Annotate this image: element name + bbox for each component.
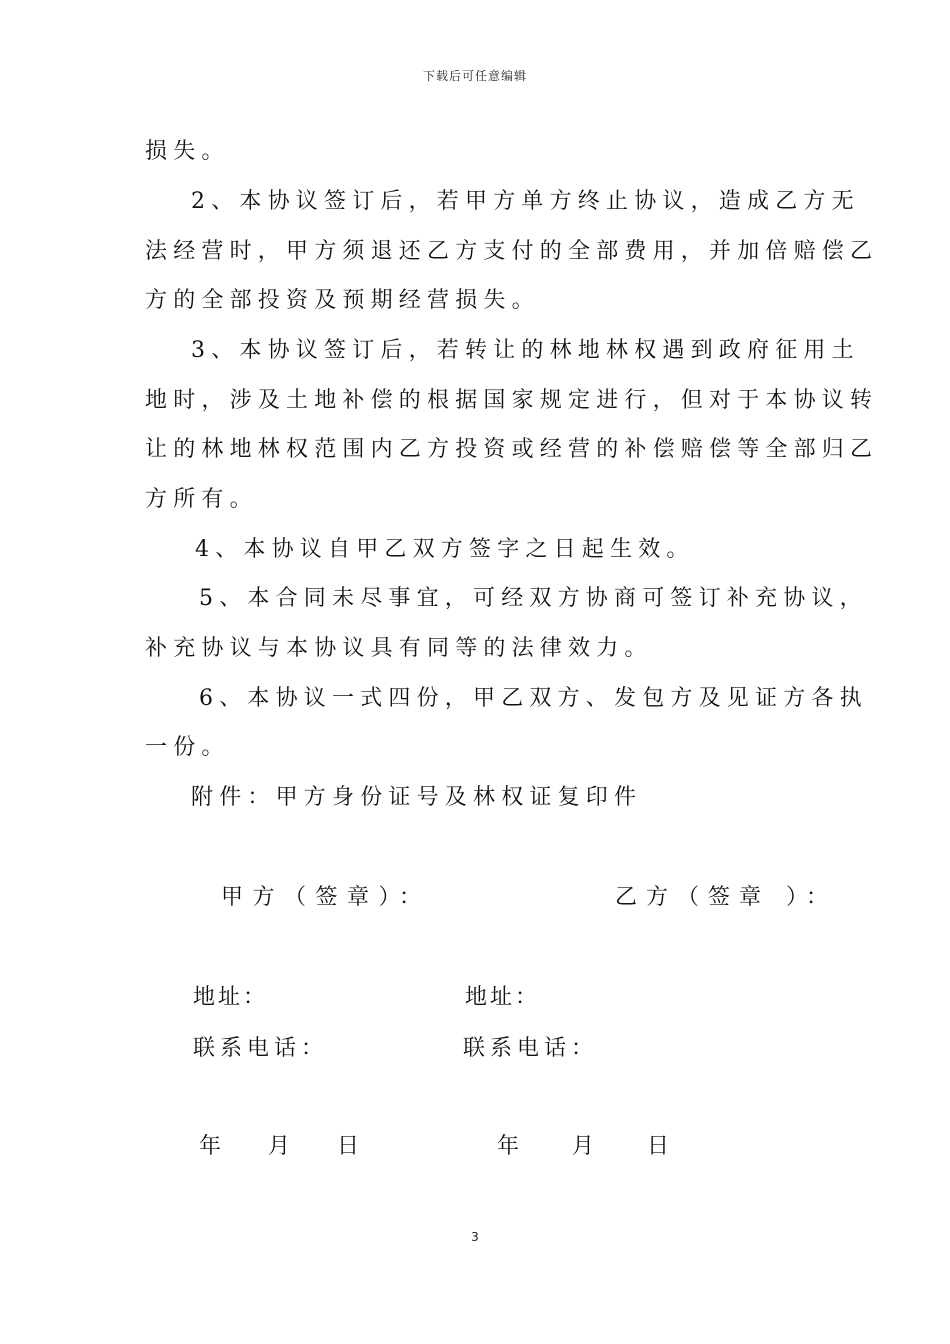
body-line: 3、本协议签订后，若转让的林地林权遇到政府征用土: [191, 338, 860, 363]
party-b-signature-label: 乙方（签章 ）：: [615, 885, 837, 910]
body-line: 补充协议与本协议具有同等的法律效力。: [145, 636, 653, 661]
body-line: 方所有。: [145, 487, 258, 512]
page-number: 3: [471, 1230, 479, 1244]
party-b-date: 年 月 日: [497, 1134, 677, 1159]
body-line: 让的林地林权范围内乙方投资或经营的补偿赔偿等全部归乙: [145, 437, 879, 462]
party-a-signature-label: 甲方（签章）：: [221, 885, 431, 910]
body-line: 方的全部投资及预期经营损失。: [145, 288, 540, 313]
body-line: 5、本合同未尽事宜，可经双方协商可签订补充协议，: [199, 586, 868, 611]
body-line: 一份。: [145, 735, 230, 760]
attachment-line: 附件：甲方身份证号及林权证复印件: [191, 785, 643, 810]
body-line: 法经营时，甲方须退还乙方支付的全部费用，并加倍赔偿乙: [145, 239, 879, 264]
body-line: 2、本协议签订后，若甲方单方终止协议，造成乙方无: [191, 189, 860, 214]
page-header: 下载后可任意编辑: [422, 69, 527, 83]
body-line: 4、本协议自甲乙双方签字之日起生效。: [195, 537, 695, 562]
body-line: 地时，涉及土地补偿的根据国家规定进行，但对于本协议转: [145, 388, 879, 413]
body-line: 6、本协议一式四份，甲乙双方、发包方及见证方各执: [199, 686, 868, 711]
party-a-address-label: 地址：: [193, 985, 269, 1010]
party-a-phone-label: 联系电话：: [193, 1036, 329, 1061]
body-line: 损失。: [145, 139, 230, 164]
party-b-address-label: 地址：: [465, 985, 541, 1010]
party-a-date: 年 月 日: [199, 1134, 365, 1159]
party-b-phone-label: 联系电话：: [463, 1036, 599, 1061]
